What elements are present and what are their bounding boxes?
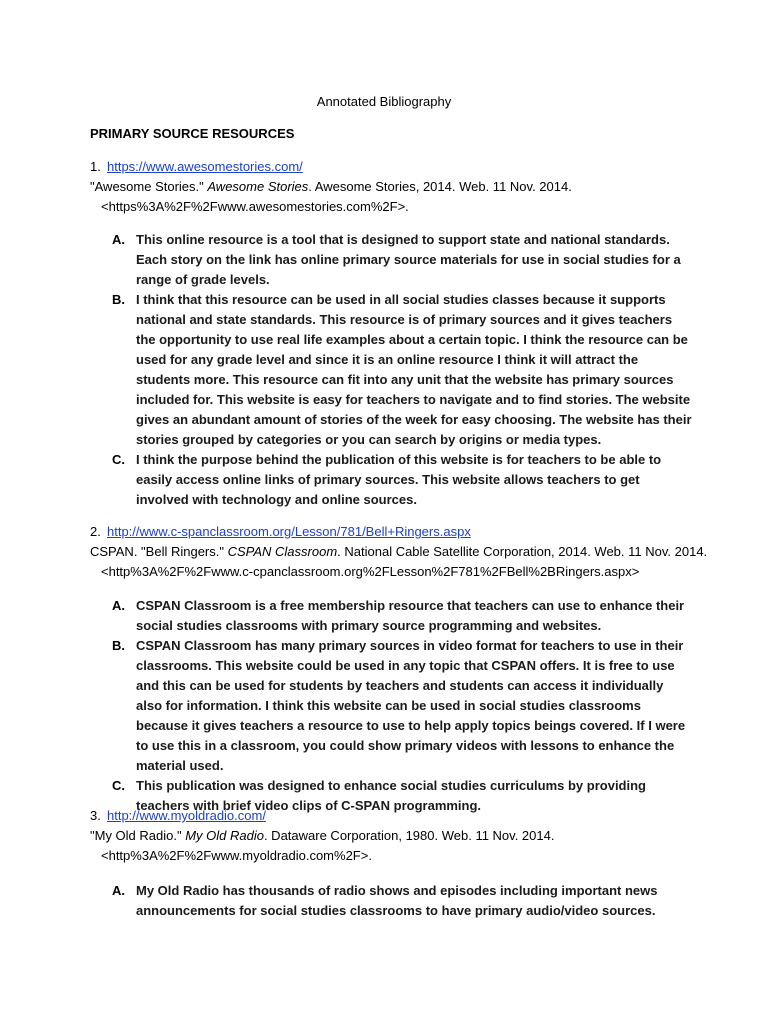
citation: "My Old Radio." My Old Radio. Dataware Corporation, 1980. Web. 11 Nov. 2014. — [90, 828, 555, 843]
annotation-text: I think the purpose behind the publication of this website is for teachers to be able to easily access online links of primary sources. This website allows teachers to get involved with technology and online sources. — [136, 452, 662, 507]
entry-link[interactable]: https://www.awesomestories.com/ — [107, 159, 303, 174]
citation-url: <https%3A%2F%2Fwww.awesomestories.com%2F>. — [101, 199, 409, 214]
entry-number: 2. — [90, 524, 101, 539]
entry-link[interactable]: http://www.myoldradio.com/ — [107, 808, 266, 823]
annotation-letter: C. — [112, 452, 125, 467]
annotation-letter: B. — [112, 638, 125, 653]
annotation-item — [112, 450, 692, 510]
annotation-list-2 — [112, 596, 692, 816]
annotation-letter: A. — [112, 598, 125, 613]
entry-link[interactable]: http://www.c-spanclassroom.org/Lesson/781/Bell+Ringers.aspx — [107, 524, 471, 539]
entry-number: 1. — [90, 159, 101, 174]
annotation-text: This publication was designed to enhance social studies curriculums by providing teachers with brief video clips of C-SPAN programming. — [136, 778, 646, 813]
annotation-letter: B. — [112, 292, 125, 307]
annotation-list-3 — [112, 881, 692, 921]
citation: "Awesome Stories." Awesome Stories. Awesome Stories, 2014. Web. 11 Nov. 2014. — [90, 179, 572, 194]
bibliography-entry-1 — [90, 157, 690, 217]
citation-url: <http%3A%2F%2Fwww.myoldradio.com%2F>. — [101, 848, 372, 863]
citation-title: CSPAN Classroom — [227, 544, 338, 559]
citation-url: <http%3A%2F%2Fwww.c-cpanclassroom.org%2FLesson%2F781%2FBell%2BRingers.aspx> — [101, 564, 640, 579]
annotation-letter: A. — [112, 883, 125, 898]
annotation-text: CSPAN Classroom has many primary sources in video format for teachers to use in their classrooms. This website could be used in any topic that CSPAN offers. It is free to use and this can be used for students by teachers and students can access it individually also for information. I think this website can be used in social studies classrooms because it gives teachers a resource to use to help apply topics beings covered. If I were to use this in a classroom, you could show primary videos with lessons to enhance the material used. — [136, 638, 686, 773]
annotation-item — [112, 636, 692, 776]
citation-title: Awesome Stories — [207, 179, 309, 194]
section-heading: PRIMARY SOURCE RESOURCES — [90, 126, 295, 141]
annotation-item — [112, 230, 692, 290]
entry-number: 3. — [90, 808, 101, 823]
citation-title: My Old Radio — [185, 828, 264, 843]
document-title: Annotated Bibliography — [316, 94, 452, 109]
bibliography-entry-2 — [90, 522, 708, 582]
annotation-list-1 — [112, 230, 692, 510]
annotation-letter: C. — [112, 778, 125, 793]
annotation-item — [112, 596, 692, 636]
annotation-item — [112, 290, 692, 450]
annotation-item — [112, 881, 692, 921]
annotation-text: CSPAN Classroom is a free membership resource that teachers can use to enhance their social studies classrooms with primary source programming and websites. — [136, 598, 685, 633]
annotation-text: I think that this resource can be used in all social studies classes because it supports national and state standards. This resource is of primary sources and it gives teachers the opportunity to use real life examples about a certain topic. I think the resource can be used for any grade level and since it is an online resource I think it will attract the students more. This resource can fit into any unit that the website has primary sources included for. This website is easy for teachers to navigate and to find stories. The website gives an abundant amount of stories of the week for easy choosing. The website has their stories grouped by categories or you can search by origins or media types. — [136, 292, 692, 447]
annotation-text: This online resource is a tool that is designed to support state and national standards. Each story on the link has online primary source materials for use in social studies for a range of grade levels. — [136, 232, 681, 287]
annotation-letter: A. — [112, 232, 125, 247]
bibliography-entry-3 — [90, 806, 690, 866]
annotation-text: My Old Radio has thousands of radio shows and episodes including important news announcements for social studies classrooms to have primary audio/video sources. — [136, 883, 658, 918]
citation: CSPAN. "Bell Ringers." CSPAN Classroom. National Cable Satellite Corporation, 2014. Web. 11 Nov. 2014. — [90, 544, 708, 559]
